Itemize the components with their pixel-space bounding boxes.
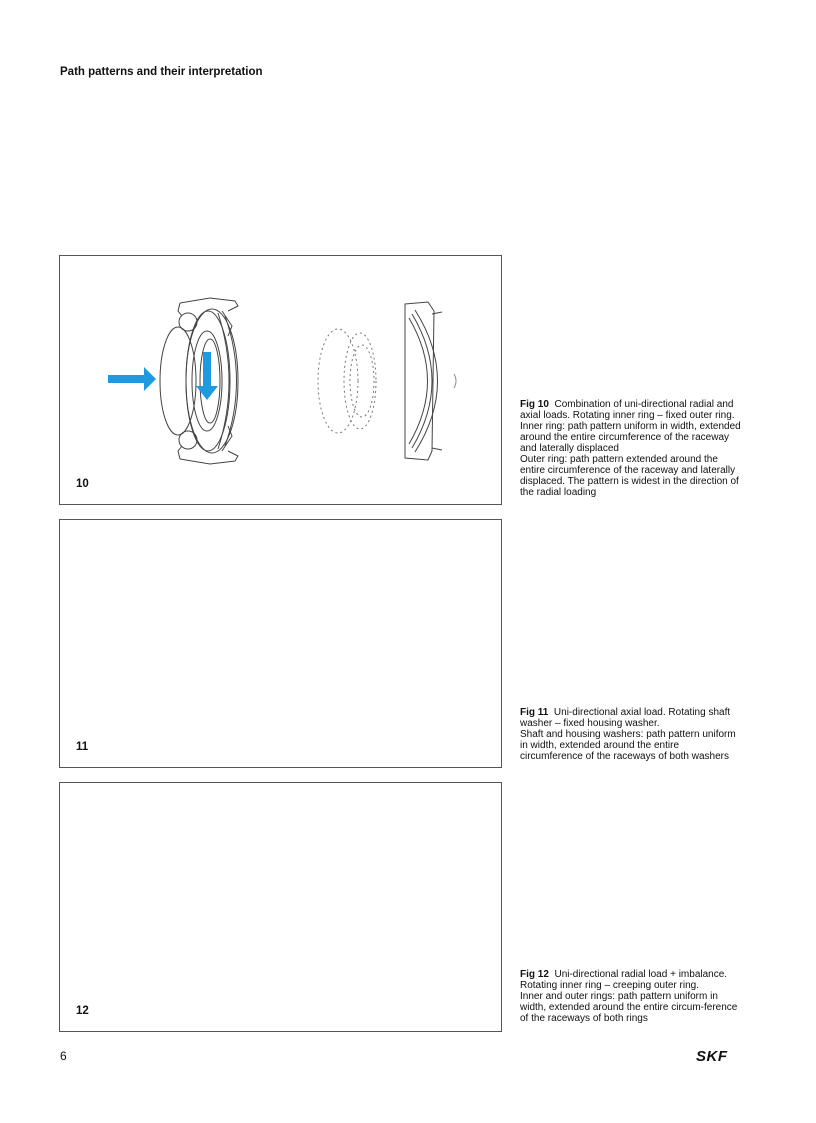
figure-number: 10 (76, 478, 89, 490)
figure-10 (59, 255, 502, 505)
figure-number: 11 (76, 741, 89, 753)
caption-label: Fig 11 (520, 707, 549, 718)
caption-line: Shaft and housing washers: path pattern uniform in width, extended around the entire circumference of the raceways of both washers (520, 729, 736, 762)
caption-line: Inner and outer rings: path pattern uniform in width, extended around the entire circum-ference of the raceways of both rings (520, 991, 738, 1024)
caption-text: Uni-directional radial load + imbalance. Rotating inner ring – creeping outer ring. (520, 969, 728, 991)
caption-label: Fig 10 (520, 399, 549, 410)
figure-number: 12 (76, 1005, 89, 1017)
caption-text: Uni-directional axial load. Rotating shaft washer – fixed housing washer. (520, 707, 731, 729)
figure-11-caption (520, 707, 742, 762)
caption-line: Outer ring: path pattern extended around the entire circumference of the raceway and laterally displaced. The pattern is widest in the direction of the radial loading (520, 454, 739, 498)
figure-11 (59, 519, 502, 768)
figure-12-caption (520, 969, 742, 1024)
caption-line: Inner ring: path pattern uniform in width, extended around the entire circumference of the raceway and laterally displaced (520, 421, 741, 454)
figure-10-caption (520, 399, 742, 498)
caption-label: Fig 12 (520, 969, 549, 980)
caption-text: Combination of uni-directional radial and axial loads. Rotating inner ring – fixed outer ring. (520, 399, 735, 421)
page-number: 6 (60, 1049, 67, 1063)
figure-12 (59, 782, 502, 1032)
skf-logo: SKF (696, 1048, 728, 1065)
page-title: Path patterns and their interpretation (60, 66, 263, 78)
bearing-illustration (60, 256, 503, 506)
